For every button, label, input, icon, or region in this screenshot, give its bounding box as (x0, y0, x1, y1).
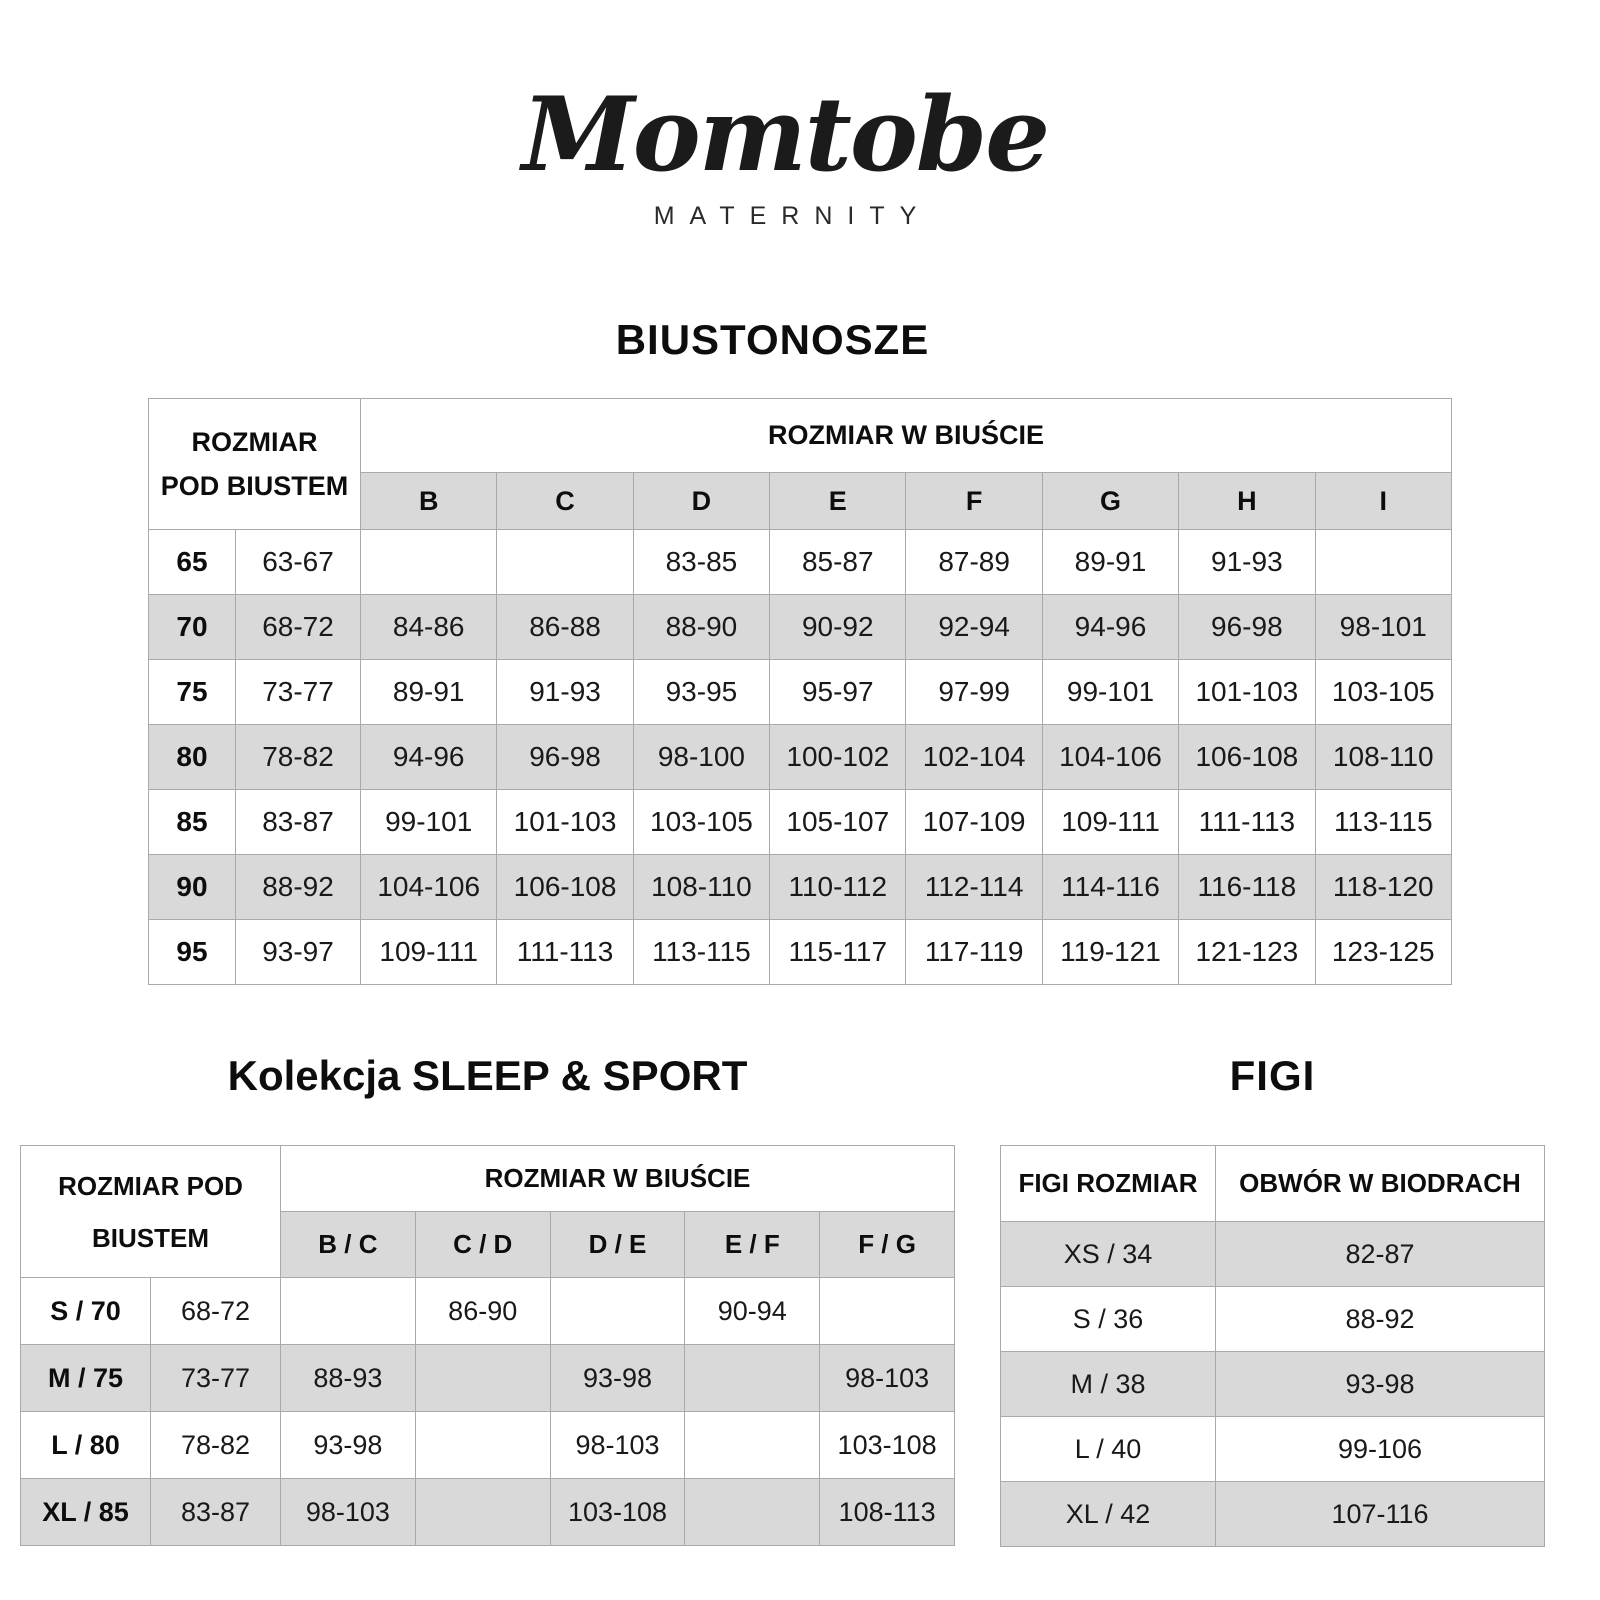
range-value-cell: 103-105 (1315, 660, 1451, 725)
range-value-cell: 90-92 (770, 595, 906, 660)
range-value-cell: 99-106 (1216, 1417, 1545, 1482)
range-value-cell (497, 530, 633, 595)
range-value-cell: 100-102 (770, 725, 906, 790)
sleep-corner-line1: ROZMIAR POD (58, 1170, 243, 1201)
range-value-cell: 98-103 (281, 1479, 416, 1546)
range-value-cell (415, 1479, 550, 1546)
table-row (149, 660, 1452, 725)
range-value-cell: 103-108 (820, 1412, 955, 1479)
figi-size-col-header: FIGI ROZMIAR (1001, 1146, 1216, 1222)
table-row (149, 790, 1452, 855)
range-value-cell: 91-93 (1179, 530, 1315, 595)
bras-group-header-row (149, 399, 1452, 473)
size-label-cell: 75 (149, 660, 236, 725)
range-value-cell (281, 1278, 416, 1345)
sleep-table-body (21, 1278, 955, 1546)
table-row (149, 595, 1452, 660)
range-value-cell: 68-72 (236, 595, 361, 660)
size-label-cell: 65 (149, 530, 236, 595)
table-row (1001, 1482, 1545, 1547)
range-value-cell: 119-121 (1042, 920, 1178, 985)
brand-header (0, 72, 1570, 231)
range-value-cell (820, 1278, 955, 1345)
range-value-cell (685, 1412, 820, 1479)
range-value-cell: 86-88 (497, 595, 633, 660)
cup-col-header: F (906, 473, 1042, 530)
range-value-cell: 116-118 (1179, 855, 1315, 920)
cup-col-header: D (633, 473, 769, 530)
cup-col-header: B (361, 473, 497, 530)
table-row (21, 1345, 955, 1412)
range-value-cell: 108-110 (633, 855, 769, 920)
range-value-cell: 89-91 (361, 660, 497, 725)
range-value-cell: 85-87 (770, 530, 906, 595)
bras-corner-line2: POD BIUSTEM (160, 471, 349, 501)
range-value-cell: 118-120 (1315, 855, 1451, 920)
cup-col-header: B / C (281, 1212, 416, 1278)
range-value-cell (361, 530, 497, 595)
table-row (149, 725, 1452, 790)
range-value-cell: 108-110 (1315, 725, 1451, 790)
sleep-bust-group-header: ROZMIAR W BIUŚCIE (281, 1146, 955, 1212)
range-value-cell: 101-103 (497, 790, 633, 855)
range-value-cell: 90-94 (685, 1278, 820, 1345)
sleep-table-head (21, 1146, 955, 1278)
figi-table-head (1001, 1146, 1545, 1222)
range-value-cell: 92-94 (906, 595, 1042, 660)
size-label-cell: 70 (149, 595, 236, 660)
range-value-cell: 110-112 (770, 855, 906, 920)
bras-size-table (148, 398, 1452, 985)
range-value-cell (415, 1345, 550, 1412)
table-row (1001, 1417, 1545, 1482)
range-value-cell: L / 40 (1001, 1417, 1216, 1482)
range-value-cell: 98-101 (1315, 595, 1451, 660)
range-value-cell: 113-115 (633, 920, 769, 985)
range-value-cell: 84-86 (361, 595, 497, 660)
range-value-cell: 93-98 (281, 1412, 416, 1479)
range-value-cell: 117-119 (906, 920, 1042, 985)
figi-table-body (1001, 1222, 1545, 1547)
range-value-cell: 103-105 (633, 790, 769, 855)
cup-col-header: E (770, 473, 906, 530)
cup-col-header: E / F (685, 1212, 820, 1278)
range-value-cell: 98-103 (820, 1345, 955, 1412)
range-value-cell: 73-77 (151, 1345, 281, 1412)
cup-col-header: C / D (415, 1212, 550, 1278)
range-value-cell: 88-93 (281, 1345, 416, 1412)
range-value-cell: 104-106 (361, 855, 497, 920)
range-value-cell: 83-87 (236, 790, 361, 855)
figi-header-row (1001, 1146, 1545, 1222)
range-value-cell: 95-97 (770, 660, 906, 725)
range-value-cell: 83-85 (633, 530, 769, 595)
range-value-cell (685, 1345, 820, 1412)
table-row (21, 1479, 955, 1546)
size-label-cell: L / 80 (21, 1412, 151, 1479)
cup-col-header: H (1179, 473, 1315, 530)
range-value-cell: 104-106 (1042, 725, 1178, 790)
cup-col-header: F / G (820, 1212, 955, 1278)
range-value-cell: 102-104 (906, 725, 1042, 790)
size-label-cell: XL / 85 (21, 1479, 151, 1546)
range-value-cell: 96-98 (497, 725, 633, 790)
table-row (1001, 1352, 1545, 1417)
range-value-cell: 123-125 (1315, 920, 1451, 985)
range-value-cell: 113-115 (1315, 790, 1451, 855)
bras-bust-group-header: ROZMIAR W BIUŚCIE (361, 399, 1452, 473)
table-row (1001, 1287, 1545, 1352)
range-value-cell: 98-100 (633, 725, 769, 790)
bras-section-title: BIUSTONOSZE (615, 316, 930, 363)
range-value-cell: XS / 34 (1001, 1222, 1216, 1287)
sleep-corner-line2: BIUSTEM (92, 1222, 209, 1253)
bras-corner-header (149, 399, 361, 530)
range-value-cell: 68-72 (151, 1278, 281, 1345)
sleep-sport-size-table (20, 1145, 955, 1546)
size-label-cell: 85 (149, 790, 236, 855)
table-row (21, 1278, 955, 1345)
range-value-cell: 83-87 (151, 1479, 281, 1546)
range-value-cell: 87-89 (906, 530, 1042, 595)
range-value-cell: XL / 42 (1001, 1482, 1216, 1547)
range-value-cell: 109-111 (361, 920, 497, 985)
brand-logo: Momtobe (521, 75, 1049, 195)
range-value-cell: 88-92 (1216, 1287, 1545, 1352)
sleep-corner-header (21, 1146, 281, 1278)
range-value-cell: 78-82 (236, 725, 361, 790)
table-row (149, 530, 1452, 595)
range-value-cell: 111-113 (1179, 790, 1315, 855)
range-value-cell: 101-103 (1179, 660, 1315, 725)
range-value-cell: 91-93 (497, 660, 633, 725)
range-value-cell: 107-116 (1216, 1482, 1545, 1547)
range-value-cell: 94-96 (1042, 595, 1178, 660)
bras-table-body (149, 530, 1452, 985)
range-value-cell: 114-116 (1042, 855, 1178, 920)
cup-col-header: C (497, 473, 633, 530)
range-value-cell: 105-107 (770, 790, 906, 855)
size-label-cell: 80 (149, 725, 236, 790)
range-value-cell: 86-90 (415, 1278, 550, 1345)
range-value-cell: 73-77 (236, 660, 361, 725)
size-label-cell: 90 (149, 855, 236, 920)
size-label-cell: S / 70 (21, 1278, 151, 1345)
sleep-sport-section-title: Kolekcja SLEEP & SPORT (227, 1052, 748, 1099)
size-label-cell: M / 75 (21, 1345, 151, 1412)
range-value-cell: 93-98 (1216, 1352, 1545, 1417)
range-value-cell: 115-117 (770, 920, 906, 985)
cup-col-header: D / E (550, 1212, 685, 1278)
range-value-cell: 112-114 (906, 855, 1042, 920)
range-value-cell: 63-67 (236, 530, 361, 595)
range-value-cell: 107-109 (906, 790, 1042, 855)
range-value-cell (415, 1412, 550, 1479)
range-value-cell: 82-87 (1216, 1222, 1545, 1287)
range-value-cell: 108-113 (820, 1479, 955, 1546)
range-value-cell: 94-96 (361, 725, 497, 790)
range-value-cell: 106-108 (497, 855, 633, 920)
range-value-cell: 93-95 (633, 660, 769, 725)
range-value-cell (1315, 530, 1451, 595)
bras-corner-line1: ROZMIAR (191, 427, 318, 457)
figi-size-table (1000, 1145, 1545, 1547)
bras-table-head (149, 399, 1452, 530)
range-value-cell (685, 1479, 820, 1546)
range-value-cell: S / 36 (1001, 1287, 1216, 1352)
range-value-cell: 88-92 (236, 855, 361, 920)
size-label-cell: 95 (149, 920, 236, 985)
range-value-cell: 109-111 (1042, 790, 1178, 855)
range-value-cell (550, 1278, 685, 1345)
cup-col-header: G (1042, 473, 1178, 530)
table-row (21, 1412, 955, 1479)
range-value-cell: 97-99 (906, 660, 1042, 725)
range-value-cell: 89-91 (1042, 530, 1178, 595)
range-value-cell: 93-98 (550, 1345, 685, 1412)
range-value-cell: 121-123 (1179, 920, 1315, 985)
range-value-cell: 78-82 (151, 1412, 281, 1479)
range-value-cell: 106-108 (1179, 725, 1315, 790)
cup-col-header: I (1315, 473, 1451, 530)
table-row (1001, 1222, 1545, 1287)
range-value-cell: 93-97 (236, 920, 361, 985)
brand-subtitle: MATERNITY (653, 201, 932, 230)
table-row (149, 920, 1452, 985)
range-value-cell: 99-101 (1042, 660, 1178, 725)
range-value-cell: 111-113 (497, 920, 633, 985)
range-value-cell: 103-108 (550, 1479, 685, 1546)
range-value-cell: 96-98 (1179, 595, 1315, 660)
range-value-cell: 88-90 (633, 595, 769, 660)
figi-section-title: FIGI (1229, 1052, 1316, 1099)
range-value-cell: M / 38 (1001, 1352, 1216, 1417)
range-value-cell: 98-103 (550, 1412, 685, 1479)
range-value-cell: 99-101 (361, 790, 497, 855)
table-row (149, 855, 1452, 920)
figi-hips-col-header: OBWÓR W BIODRACH (1216, 1146, 1545, 1222)
sleep-group-header-row (21, 1146, 955, 1212)
